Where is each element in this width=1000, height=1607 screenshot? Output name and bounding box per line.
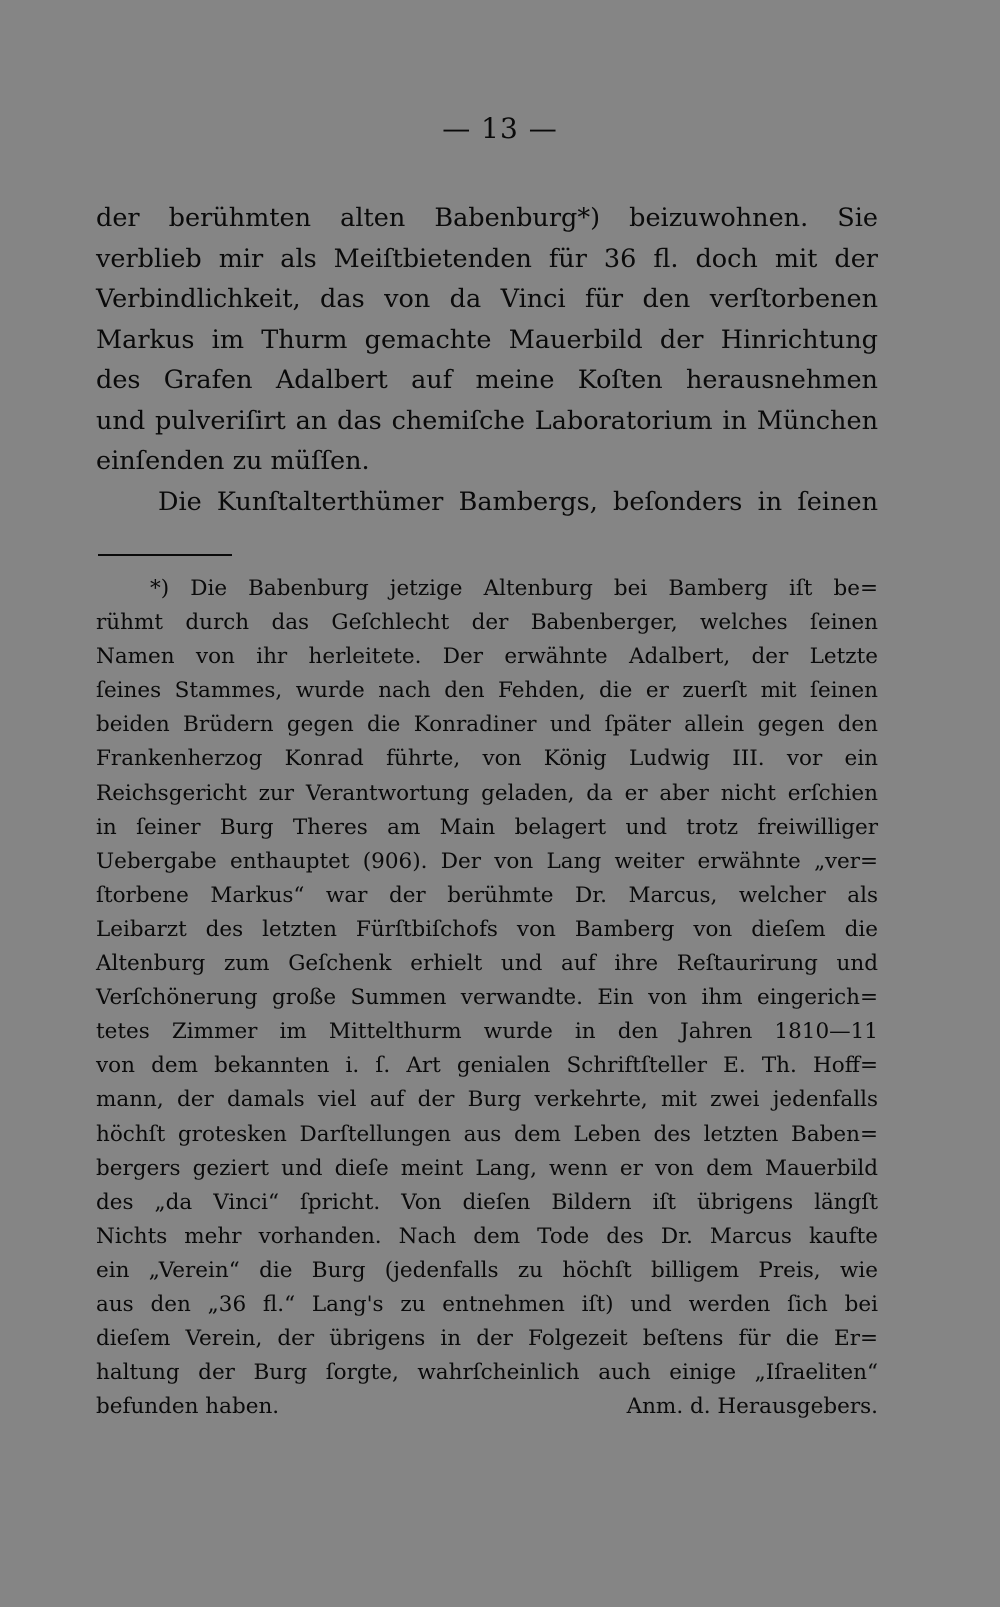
footnote-line: Leibarzt des letzten Fürſtbiſchofs von Bamberg von dieſem die — [96, 916, 878, 942]
footnote-separator — [98, 554, 232, 556]
text-line: des Grafen Adalbert auf meine Koſten herausnehmen — [96, 365, 878, 395]
footnote-line: ſtorbene Markus“ war der berühmte Dr. Marcus, welcher als — [96, 882, 878, 908]
footnote-line: mann, der damals viel auf der Burg verkehrte, mit zwei jedenfalls — [96, 1087, 878, 1113]
text-line: Verbindlichkeit, das von da Vinci für den verſtorbenen — [96, 284, 878, 314]
footnote-line: Uebergabe enthauptet (906). Der von Lang weiter erwähnte „ver= — [96, 848, 878, 874]
footnote-block — [96, 572, 878, 1424]
footnote-attribution: Anm. d. Herausgebers. — [626, 1394, 878, 1420]
text-line: der berühmten alten Babenburg*) beizuwohnen. Sie — [96, 203, 878, 233]
text-line: Die Kunſtalterthümer Bambergs, beſonders in ſeinen — [158, 486, 878, 517]
text-line: einſenden zu müſſen. — [96, 446, 370, 476]
text-line: verblieb mir als Meiſtbietenden für 36 fl. doch mit der — [96, 243, 878, 274]
footnote-line: rühmt durch das Geſchlecht der Babenberger, welches ſeinen — [96, 610, 878, 636]
footnote-line: aus den „36 fl.“ Lang's zu entnehmen iſt) und werden ſich bei — [96, 1291, 878, 1317]
footnote-last-line — [96, 1390, 878, 1424]
footnote-line: dieſem Verein, der übrigens in der Folgezeit beſtens für die Er= — [96, 1326, 878, 1352]
footnote-line: höchſt grotesken Darſtellungen aus dem Leben des letzten Baben= — [96, 1121, 878, 1147]
footnote-line: *) Die Babenburg jetzige Altenburg bei Bamberg iſt be= — [150, 576, 878, 601]
text-line: und pulveriſirt an das chemiſche Laboratorium in München — [96, 405, 878, 436]
footnote-line: von dem bekannten i. ſ. Art genialen Schriftſteller E. Th. Hoff= — [96, 1053, 878, 1079]
footnote-line: bergers geziert und dieſe meint Lang, wenn er von dem Mauerbild — [96, 1155, 878, 1181]
page-number: — 13 — — [442, 112, 558, 145]
main-text-block — [96, 198, 878, 522]
footnote-line: ein „Verein“ die Burg (jedenfalls zu höchſt billigem Preis, wie — [96, 1257, 878, 1283]
footnote-line: Namen von ihr herleitete. Der erwähnte Adalbert, der Letzte — [96, 644, 878, 670]
footnote-line: haltung der Burg ſorgte, wahrſcheinlich auch einige „Iſraeliten“ — [96, 1360, 878, 1386]
footnote-line: des „da Vinci“ ſpricht. Von dieſen Bildern iſt übrigens längſt — [96, 1189, 878, 1215]
footnote-line: Altenburg zum Geſchenk erhielt und auf ihre Reſtaurirung und — [96, 951, 878, 977]
footnote-line: befunden haben. — [96, 1394, 280, 1420]
footnote-line: Reichsgericht zur Verantwortung geladen, da er aber nicht erſchien — [96, 780, 878, 806]
footnote-line: in ſeiner Burg Theres am Main belagert und trotz freiwilliger — [96, 814, 878, 840]
footnote-line: Nichts mehr vorhanden. Nach dem Tode des Dr. Marcus kaufte — [96, 1223, 878, 1249]
footnote-line: beiden Brüdern gegen die Konradiner und ſpäter allein gegen den — [96, 712, 878, 738]
footnote-line: Verſchönerung große Summen verwandte. Ein von ihm eingerich= — [96, 985, 878, 1011]
footnote-line: tetes Zimmer im Mittelthurm wurde in den Jahren 1810—11 — [96, 1019, 878, 1045]
text-line: Markus im Thurm gemachte Mauerbild der Hinrichtung — [96, 324, 878, 355]
footnote-line: ſeines Stammes, wurde nach den Fehden, die er zuerſt mit ſeinen — [96, 678, 878, 704]
footnote-line: Frankenherzog Konrad führte, von König Ludwig III. vor ein — [96, 746, 878, 772]
